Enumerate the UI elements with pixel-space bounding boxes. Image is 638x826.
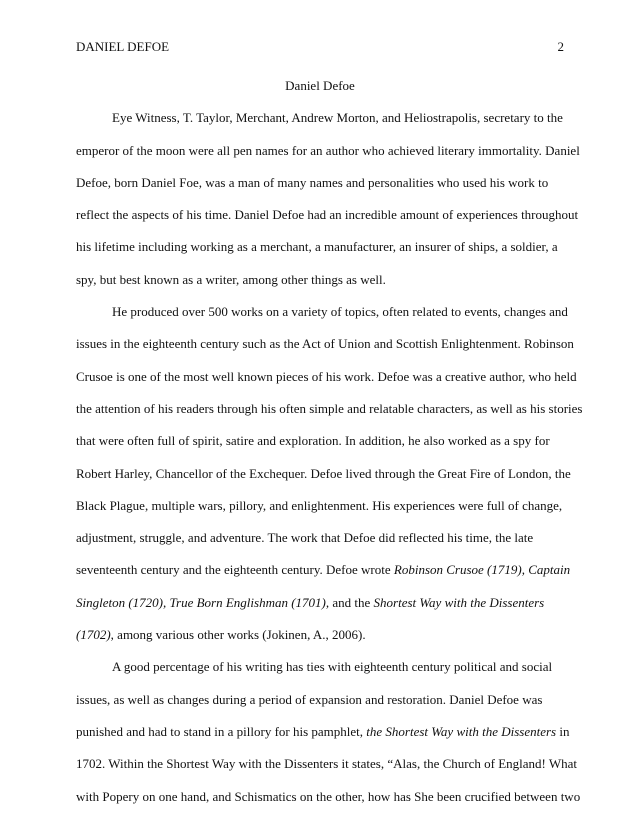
text-line: He produced over 500 works on a variety of topics, often related to events, changes and — [112, 304, 568, 320]
text-run: , among various other works (Jokinen, A., 2006). — [110, 627, 366, 643]
text-run: in — [556, 723, 570, 739]
text-line — [76, 587, 564, 619]
text-run: punished and had to stand in a pillory for his pamphlet, — [76, 723, 367, 739]
page-number: 2 — [557, 39, 564, 54]
document-body — [76, 70, 583, 813]
text-line: issues in the eighteenth century such as the Act of Union and Scottish Enlightenment. Robinson — [76, 336, 574, 352]
text-line — [76, 619, 564, 651]
text-line: reflect the aspects of his time. Daniel Defoe had an incredible amount of experiences throughout — [76, 207, 579, 223]
text-line: issues, as well as changes during a period of expansion and restoration. Daniel Defoe was — [76, 691, 543, 707]
paragraph-1 — [76, 102, 580, 296]
text-line: A good percentage of his writing has ties with eighteenth century political and social — [112, 659, 553, 675]
document-title: Daniel Defoe — [285, 78, 355, 93]
text-line — [76, 716, 570, 748]
italic-title-run: Shortest Way with the Dissenters — [373, 594, 545, 610]
text-run: and the — [329, 594, 374, 610]
text-line: spy, but best known as a writer, among other things as well. — [76, 271, 386, 287]
italic-title-run: the Shortest Way with the Dissenters — [366, 723, 557, 739]
text-line: Crusoe is one of the most well known pieces of his work. Defoe was a creative author, who held — [76, 368, 577, 384]
paragraph-3 — [76, 651, 581, 812]
text-line: the attention of his readers through his often simple and relatable characters, as well as his stories — [76, 400, 583, 416]
text-run: seventeenth century and the eighteenth century. Defoe wrote — [76, 562, 394, 578]
text-line: Black Plague, multiple wars, pillory, and enlightenment. His experiences were full of change, — [76, 497, 563, 513]
text-line: emperor of the moon were all pen names for an author who achieved literary immortality. Daniel — [76, 142, 580, 158]
text-line — [76, 554, 571, 586]
text-line: adjustment, struggle, and adventure. The work that Defoe did reflected his time, the late — [76, 530, 534, 546]
text-line: Eye Witness, T. Taylor, Merchant, Andrew Morton, and Heliostrapolis, secretary to the — [112, 110, 563, 126]
text-line: with Popery on one hand, and Schismatics on the other, how has She been crucified between two — [76, 788, 581, 804]
italic-title-run: Singleton (1720), True Born Englishman (1701), — [76, 594, 330, 610]
italic-title-run: Robinson Crusoe (1719), Captain — [393, 562, 571, 578]
running-head: DANIEL DEFOE — [76, 39, 170, 54]
text-line: his lifetime including working as a merchant, a manufacturer, an insurer of ships, a soldier, a — [76, 239, 558, 255]
text-line: Robert Harley, Chancellor of the Exchequer. Defoe lived through the Great Fire of London, the — [76, 465, 571, 481]
page-header — [76, 38, 564, 56]
text-line: Defoe, born Daniel Foe, was a man of many names and personalities who used his work to — [76, 174, 549, 190]
paragraph-2 — [76, 296, 583, 651]
italic-title-run: (1702) — [76, 627, 111, 643]
text-line: 1702. Within the Shortest Way with the Dissenters it states, “Alas, the Church of England! What — [76, 756, 578, 772]
text-line: that were often full of spirit, satire and exploration. In addition, he also worked as a spy for — [76, 433, 550, 449]
